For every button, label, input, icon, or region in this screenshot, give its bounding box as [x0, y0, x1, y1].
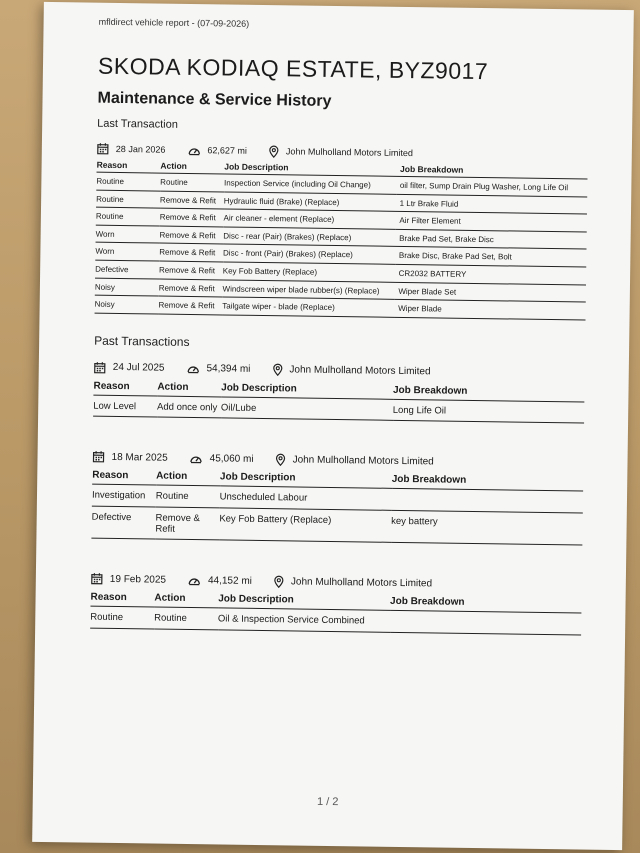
transaction-table	[90, 589, 582, 635]
calendar-icon	[92, 451, 111, 463]
transaction-mileage: 54,394 mi	[206, 363, 251, 376]
column-header-job-description: Job Description	[220, 469, 392, 489]
cell-reason: Routine	[96, 207, 160, 225]
cell-reason: Worn	[96, 225, 160, 243]
transaction-table	[91, 467, 583, 546]
transaction	[91, 447, 583, 546]
transaction-date-group	[97, 143, 166, 156]
cell-job-breakdown: Wiper Blade Set	[394, 282, 586, 302]
cell-job-description: Oil/Lube	[221, 397, 393, 421]
cell-job-description: Disc - rear (Pair) (Brakes) (Replace)	[223, 227, 395, 247]
location-pin-icon	[272, 363, 289, 376]
transaction-date: 19 Feb 2025	[109, 573, 167, 586]
cell-job-breakdown: key battery	[391, 510, 583, 545]
column-header-reason: Reason	[97, 158, 161, 173]
cell-job-breakdown	[390, 611, 582, 635]
column-header-action: Action	[156, 468, 220, 486]
cell-job-description: Unscheduled Labour	[220, 486, 392, 510]
column-header-action: Action	[154, 590, 218, 608]
column-header-reason: Reason	[92, 467, 156, 485]
cell-job-breakdown: 1 Ltr Brake Fluid	[396, 194, 588, 214]
calendar-icon	[94, 361, 113, 373]
cell-job-description: Hydraulic fluid (Brake) (Replace)	[224, 192, 396, 212]
cell-action: Remove & Refit	[159, 226, 223, 244]
column-header-reason: Reason	[93, 377, 157, 395]
cell-action: Remove & Refit	[160, 191, 224, 209]
transaction-date: 18 Mar 2025	[111, 451, 168, 464]
column-header-job-description: Job Description	[224, 159, 396, 176]
report-content	[90, 15, 590, 635]
transaction	[90, 569, 582, 635]
column-header-reason: Reason	[90, 589, 154, 607]
column-header-job-breakdown: Job Breakdown	[396, 162, 588, 179]
cell-reason: Noisy	[95, 295, 159, 313]
transaction-mileage-group	[188, 575, 252, 587]
vehicle-title: SKODA KODIAQ ESTATE, BYZ9017	[97, 52, 489, 85]
odometer-icon	[186, 363, 206, 374]
last-transaction	[95, 140, 588, 321]
calendar-icon	[91, 573, 110, 585]
cell-action: Routine	[154, 607, 218, 629]
cell-action: Remove & Refit	[159, 279, 223, 297]
cell-job-breakdown: oil filter, Sump Drain Plug Washer, Long Life Oil	[396, 176, 588, 196]
cell-reason: Routine	[90, 606, 154, 628]
location-pin-icon	[274, 575, 291, 588]
column-header-job-breakdown: Job Breakdown	[393, 382, 585, 402]
odometer-icon	[187, 144, 207, 155]
column-header-job-description: Job Description	[218, 591, 390, 611]
cell-job-description: Oil & Inspection Service Combined	[218, 608, 390, 632]
section-title: Maintenance & Service History	[97, 89, 332, 110]
transaction-garage: John Mulholland Motors Limited	[290, 576, 433, 590]
cell-job-description: Disc - front (Pair) (Brakes) (Replace)	[223, 244, 395, 264]
location-pin-icon	[276, 453, 293, 466]
cell-action: Remove & Refit	[159, 243, 223, 261]
cell-reason: Worn	[95, 243, 159, 261]
transaction-date-group	[94, 361, 165, 374]
transaction-date: 28 Jan 2026	[115, 143, 166, 155]
transaction-table	[95, 158, 588, 321]
transaction	[95, 140, 588, 321]
transaction-mileage-group	[190, 453, 254, 465]
calendar-icon	[97, 143, 116, 155]
cell-action: Routine	[156, 485, 220, 507]
cell-job-description: Air cleaner - element (Replace)	[223, 209, 395, 229]
odometer-icon	[190, 453, 210, 464]
cell-reason: Defective	[91, 506, 155, 540]
past-transactions-label: Past Transactions	[94, 333, 190, 349]
past-transactions	[90, 357, 585, 635]
transaction-garage-group	[272, 363, 430, 378]
cell-job-description: Inspection Service (including Oil Change)	[224, 174, 396, 194]
cell-reason: Routine	[96, 172, 160, 190]
transaction-garage: John Mulholland Motors Limited	[292, 454, 434, 468]
cell-action: Remove & Refit	[158, 296, 222, 314]
cell-reason: Routine	[96, 190, 160, 208]
cell-reason: Noisy	[95, 278, 159, 296]
cell-job-breakdown: Brake Disc, Brake Pad Set, Bolt	[395, 247, 587, 267]
cell-action: Add once only	[157, 396, 221, 418]
cell-job-breakdown: Brake Pad Set, Brake Disc	[395, 229, 587, 249]
cell-reason: Defective	[95, 260, 159, 278]
transaction-garage: John Mulholland Motors Limited	[289, 364, 431, 378]
odometer-icon	[188, 575, 208, 586]
cell-job-breakdown	[391, 488, 583, 512]
transaction-mileage-group	[186, 363, 250, 375]
transaction-mileage-group	[187, 144, 247, 156]
cell-action: Routine	[160, 173, 224, 191]
transaction-garage: John Mulholland Motors Limited	[285, 146, 414, 159]
cell-job-description: Key Fob Battery (Replace)	[219, 507, 391, 542]
report-meta: mfldirect vehicle report - (07-09-2026)	[98, 16, 250, 29]
cell-action: Remove & Refit	[159, 261, 223, 279]
column-header-job-breakdown: Job Breakdown	[390, 593, 582, 613]
transaction-mileage: 44,152 mi	[207, 575, 252, 587]
transaction-mileage: 62,627 mi	[207, 145, 247, 156]
column-header-job-description: Job Description	[221, 379, 393, 399]
column-header-action: Action	[160, 159, 224, 174]
transaction-date: 24 Jul 2025	[112, 362, 165, 374]
report-page	[32, 2, 634, 850]
transaction-garage-group	[276, 453, 434, 468]
transaction-garage-group	[274, 575, 432, 590]
cell-reason: Low Level	[93, 395, 157, 417]
column-header-action: Action	[157, 378, 221, 396]
location-pin-icon	[269, 145, 286, 158]
cell-job-breakdown: Air Filter Element	[395, 212, 587, 232]
cell-job-description: Key Fob Battery (Replace)	[223, 262, 395, 282]
transaction	[93, 357, 585, 423]
cell-job-description: Windscreen wiper blade rubber(s) (Replace)	[222, 280, 394, 300]
transaction-garage-group	[269, 145, 413, 160]
cell-action: Remove & Refit	[160, 208, 224, 226]
transaction-mileage: 45,060 mi	[209, 452, 254, 465]
transaction-date-group	[91, 573, 166, 586]
cell-job-breakdown: Wiper Blade	[394, 299, 586, 319]
cell-action: Remove & Refit	[155, 507, 219, 541]
last-transaction-label: Last Transaction	[97, 117, 178, 131]
transaction-date-group	[92, 451, 167, 464]
transaction-table	[93, 377, 585, 423]
cell-reason: Investigation	[92, 484, 156, 506]
column-header-job-breakdown: Job Breakdown	[392, 471, 584, 491]
page-number: 1 / 2	[316, 795, 339, 809]
cell-job-breakdown: Long Life Oil	[393, 399, 585, 423]
cell-job-description: Tailgate wiper - blade (Replace)	[222, 297, 394, 317]
table-row	[91, 506, 582, 546]
cell-job-breakdown: CR2032 BATTERY	[395, 264, 587, 284]
